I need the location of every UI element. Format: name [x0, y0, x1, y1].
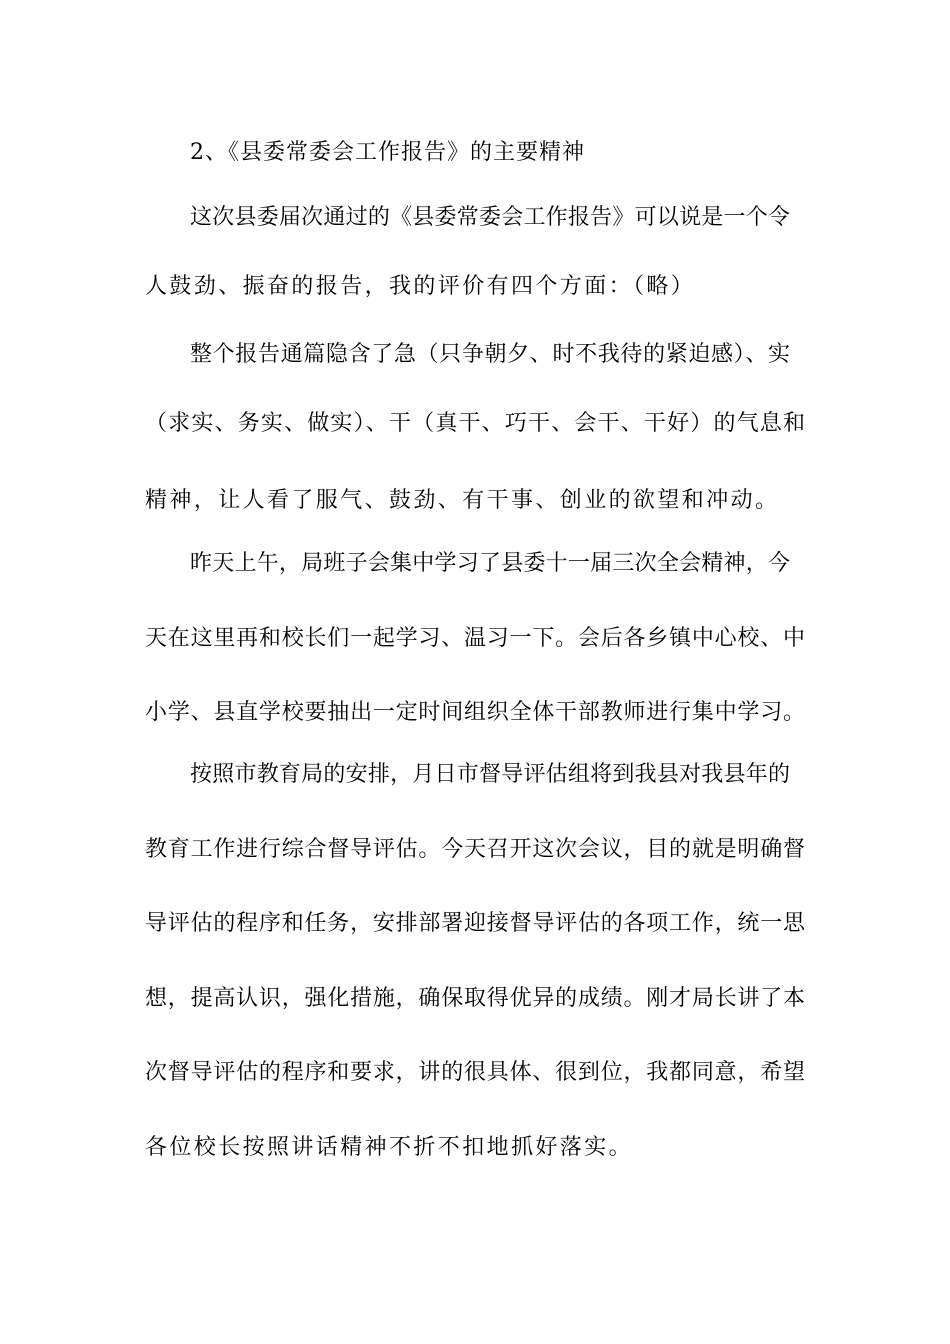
section-heading: 2、《县委常委会工作报告》的主要精神	[190, 140, 585, 165]
paragraph-4-line-3: 导评估的程序和任务，安排部署迎接督导评估的各项工作，统一思	[145, 911, 805, 936]
paragraph-1-line-1: 这次县委届次通过的《县委常委会工作报告》可以说是一个令	[190, 205, 790, 230]
paragraph-2-line-3: 精神，让人看了服气、鼓劲、有干事、创业的欲望和冲动。	[145, 488, 780, 513]
paragraph-2-line-1: 整个报告通篇隐含了急（只争朝夕、时不我待的紧迫感）、实	[190, 342, 790, 367]
paragraph-4-line-2: 教育工作进行综合督导评估。今天召开这次会议，目的就是明确督	[145, 837, 805, 862]
paragraph-4-line-5: 次督导评估的程序和要求，讲的很具体、很到位，我都同意，希望	[145, 1060, 805, 1085]
paragraph-4-line-6: 各位校长按照讲话精神不折不扣地抓好落实。	[145, 1135, 634, 1160]
paragraph-4-line-1: 按照市教育局的安排，月日市督导评估组将到我县对我县年的	[190, 762, 790, 787]
paragraph-1-line-2: 人鼓劲、振奋的报告，我的评价有四个方面：（略）	[145, 274, 696, 299]
paragraph-3-line-3: 小学、县直学校要抽出一定时间组织全体干部教师进行集中学习。	[145, 700, 805, 725]
paragraph-2-line-2: （求实、务实、做实）、干（真干、巧干、会干、干好）的气息和	[145, 411, 805, 436]
paragraph-3-line-2: 天在这里再和校长们一起学习、温习一下。会后各乡镇中心校、中	[145, 626, 805, 651]
paragraph-3-line-1: 昨天上午，局班子会集中学习了县委十一届三次全会精神，今	[190, 551, 790, 576]
paragraph-4-line-4: 想，提高认识，强化措施，确保取得优异的成绩。刚才局长讲了本	[145, 986, 805, 1011]
